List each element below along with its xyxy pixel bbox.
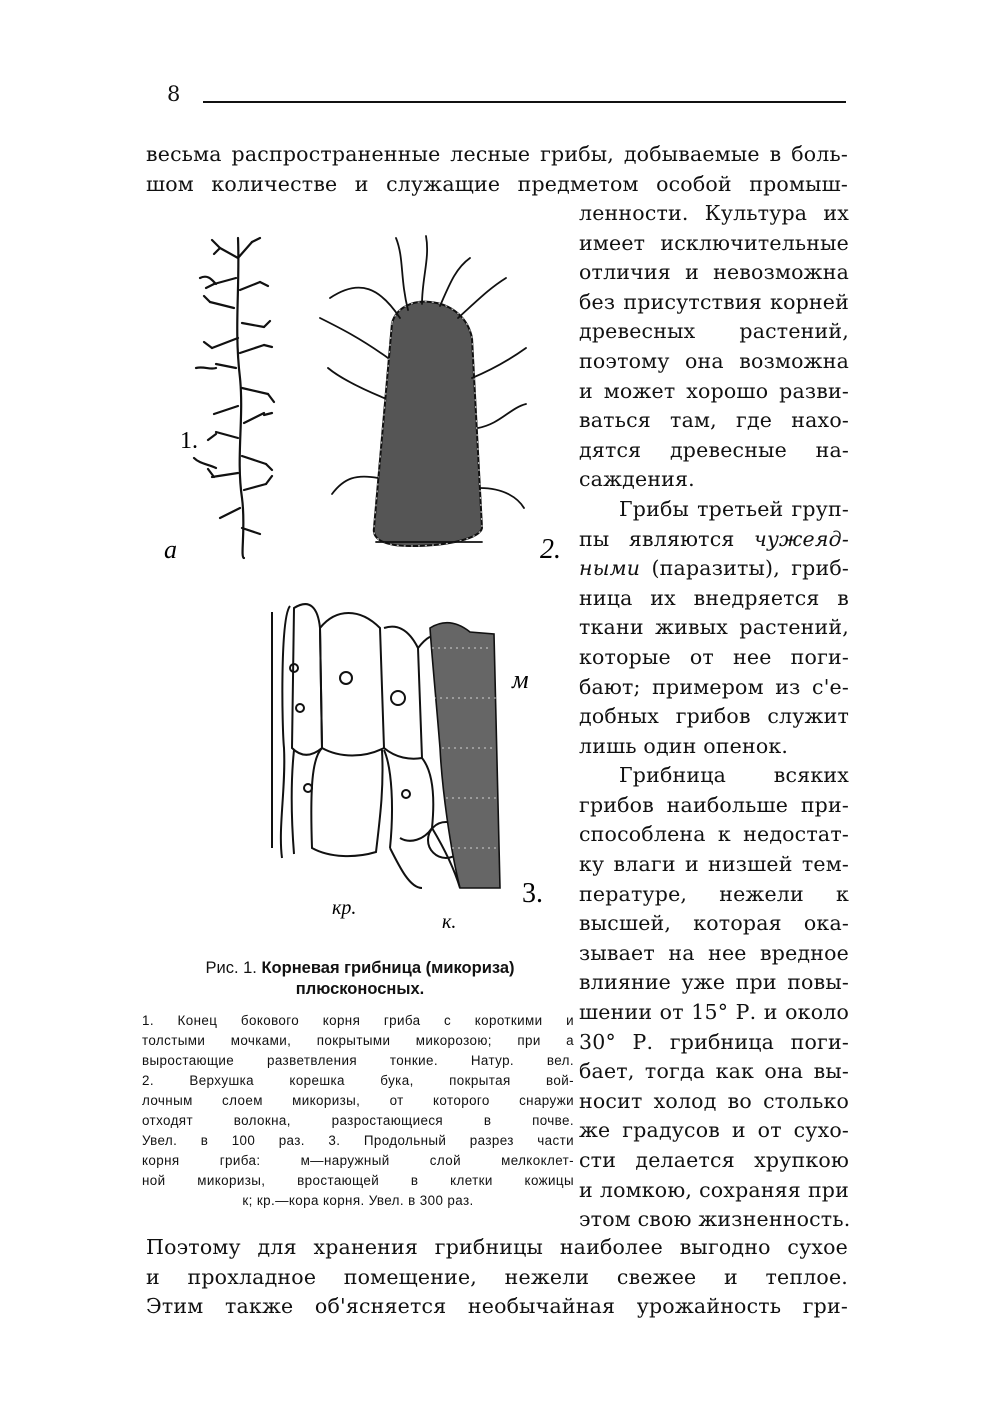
page-number: 8 [167,82,181,106]
text-line: дятся древесные на- [579,437,849,462]
text-line: бают; примером из с'е- [579,674,849,699]
header-rule [203,101,846,103]
branching-root-drawing [194,238,274,558]
caption-line: 2. Верхушка корешка бука, покрытая вой- [142,1073,574,1088]
text-line: и ломкою, сохраняя при [579,1177,849,1202]
text-line: ными (паразиты), гриб- [579,556,849,581]
figure-label-3: 3. [522,878,543,909]
text-line: пературе, нежели к [579,881,849,906]
caption-line: 1. Конец бокового корня гриба с короткими и [142,1013,574,1028]
caption-line: выростающие разветвления тонкие. Натур. вел. [142,1053,574,1068]
text-line: отличия и невозможна [579,260,849,285]
text-line: носит холод во столько [579,1088,849,1113]
figure-caption-body [142,1011,574,1211]
figure-label-m: м [512,665,529,694]
text-line: поэтому она возможна [579,348,849,373]
text-line: влияние уже при повы- [579,970,849,995]
caption-line: отходят волокна, разростающиеся в почве. [142,1113,574,1128]
text-line: древесных растений, [579,319,849,344]
figure-label-2: 2. [540,534,561,565]
figure-label-a: a [164,535,177,564]
figure-caption-title [140,958,580,1000]
figure-title: Корневая грибница (микориза) [261,959,515,977]
caption-line: лочным слоем микоризы, от которого снаружи [142,1093,574,1108]
intro-paragraph [146,140,848,199]
text-line: которые от нее поги- [579,644,849,669]
text-line: Грибница всяких [619,763,849,788]
text-line: и прохладное помещение, нежели свежее и теплое. [146,1264,848,1289]
text-line: зывает на нее вредное [579,940,849,965]
caption-line: корня гриба: м—наружный слой мелкоклет- [142,1153,574,1168]
text-line: этом свою жизненность. [579,1207,851,1232]
intro-line: весьма распространенные лесные грибы, добываемые в боль- [146,142,848,166]
text-line: пы являются чужеяд- [579,526,849,551]
caption-line: Увел. в 100 раз. 3. Продольный разрез части [142,1133,574,1148]
figure-title-continued: плюсконосных. [295,980,425,998]
figure-number: Рис. 1. [205,959,257,977]
italic-term: чужеяд- [754,526,849,551]
text-line: ленности. Культура их [579,201,849,225]
text-line: саждения. [579,467,695,492]
text-line: ваться там, где нахо- [579,408,849,433]
mycorrhiza-figure [160,228,580,928]
text-line: и может хорошо разви- [579,378,849,403]
text-line: способлена к недостат- [579,822,849,847]
caption-line: толстыми мочками, покрытыми микорозою; при а [142,1033,574,1048]
text-line: ткани живых растений, [579,615,849,640]
text-line: Этим также об'ясняется необычайная урожайность гри- [146,1294,848,1318]
figure-label-k: к. [442,911,457,928]
right-text-column [579,199,849,1235]
text-line: лишь один опенок. [579,733,789,758]
text-line: ку влаги и низшей тем- [579,852,849,877]
closing-paragraph [146,1233,848,1322]
text-line: Грибы третьей груп- [619,496,849,521]
text-line: сти делается хрупкою [579,1148,849,1172]
text-line: имеет исключительные [579,230,849,255]
caption-line: к; кр.—кора корня. Увел. в 300 раз. [242,1193,474,1208]
text-line: грибов наибольше при- [579,792,849,817]
text-line: ница их внедряется в [579,585,849,610]
text-line: добных грибов служит [579,704,849,729]
figure-label-1: 1. [180,428,198,454]
text-line: шении от 15° Р. и около [579,1000,849,1025]
text-line: высшей, которая ока- [579,911,849,936]
text-line: бает, тогда как она вы- [579,1059,849,1084]
root-tip-drawing [320,236,526,546]
text-line: 30° Р. грибница поги- [579,1029,849,1054]
text-line: Поэтому для хранения грибницы наиболее выгодно сухое [146,1235,848,1259]
text-line: без присутствия корней [579,289,849,314]
text-line: же градусов и от сухо- [579,1118,849,1143]
italic-term: ными [579,556,641,581]
intro-line: шом количестве и служащие предметом особой промыш- [146,171,848,196]
figure-label-kr: кр. [332,897,357,919]
caption-line: ной микоризы, вростающей в клетки кожицы [142,1173,574,1188]
